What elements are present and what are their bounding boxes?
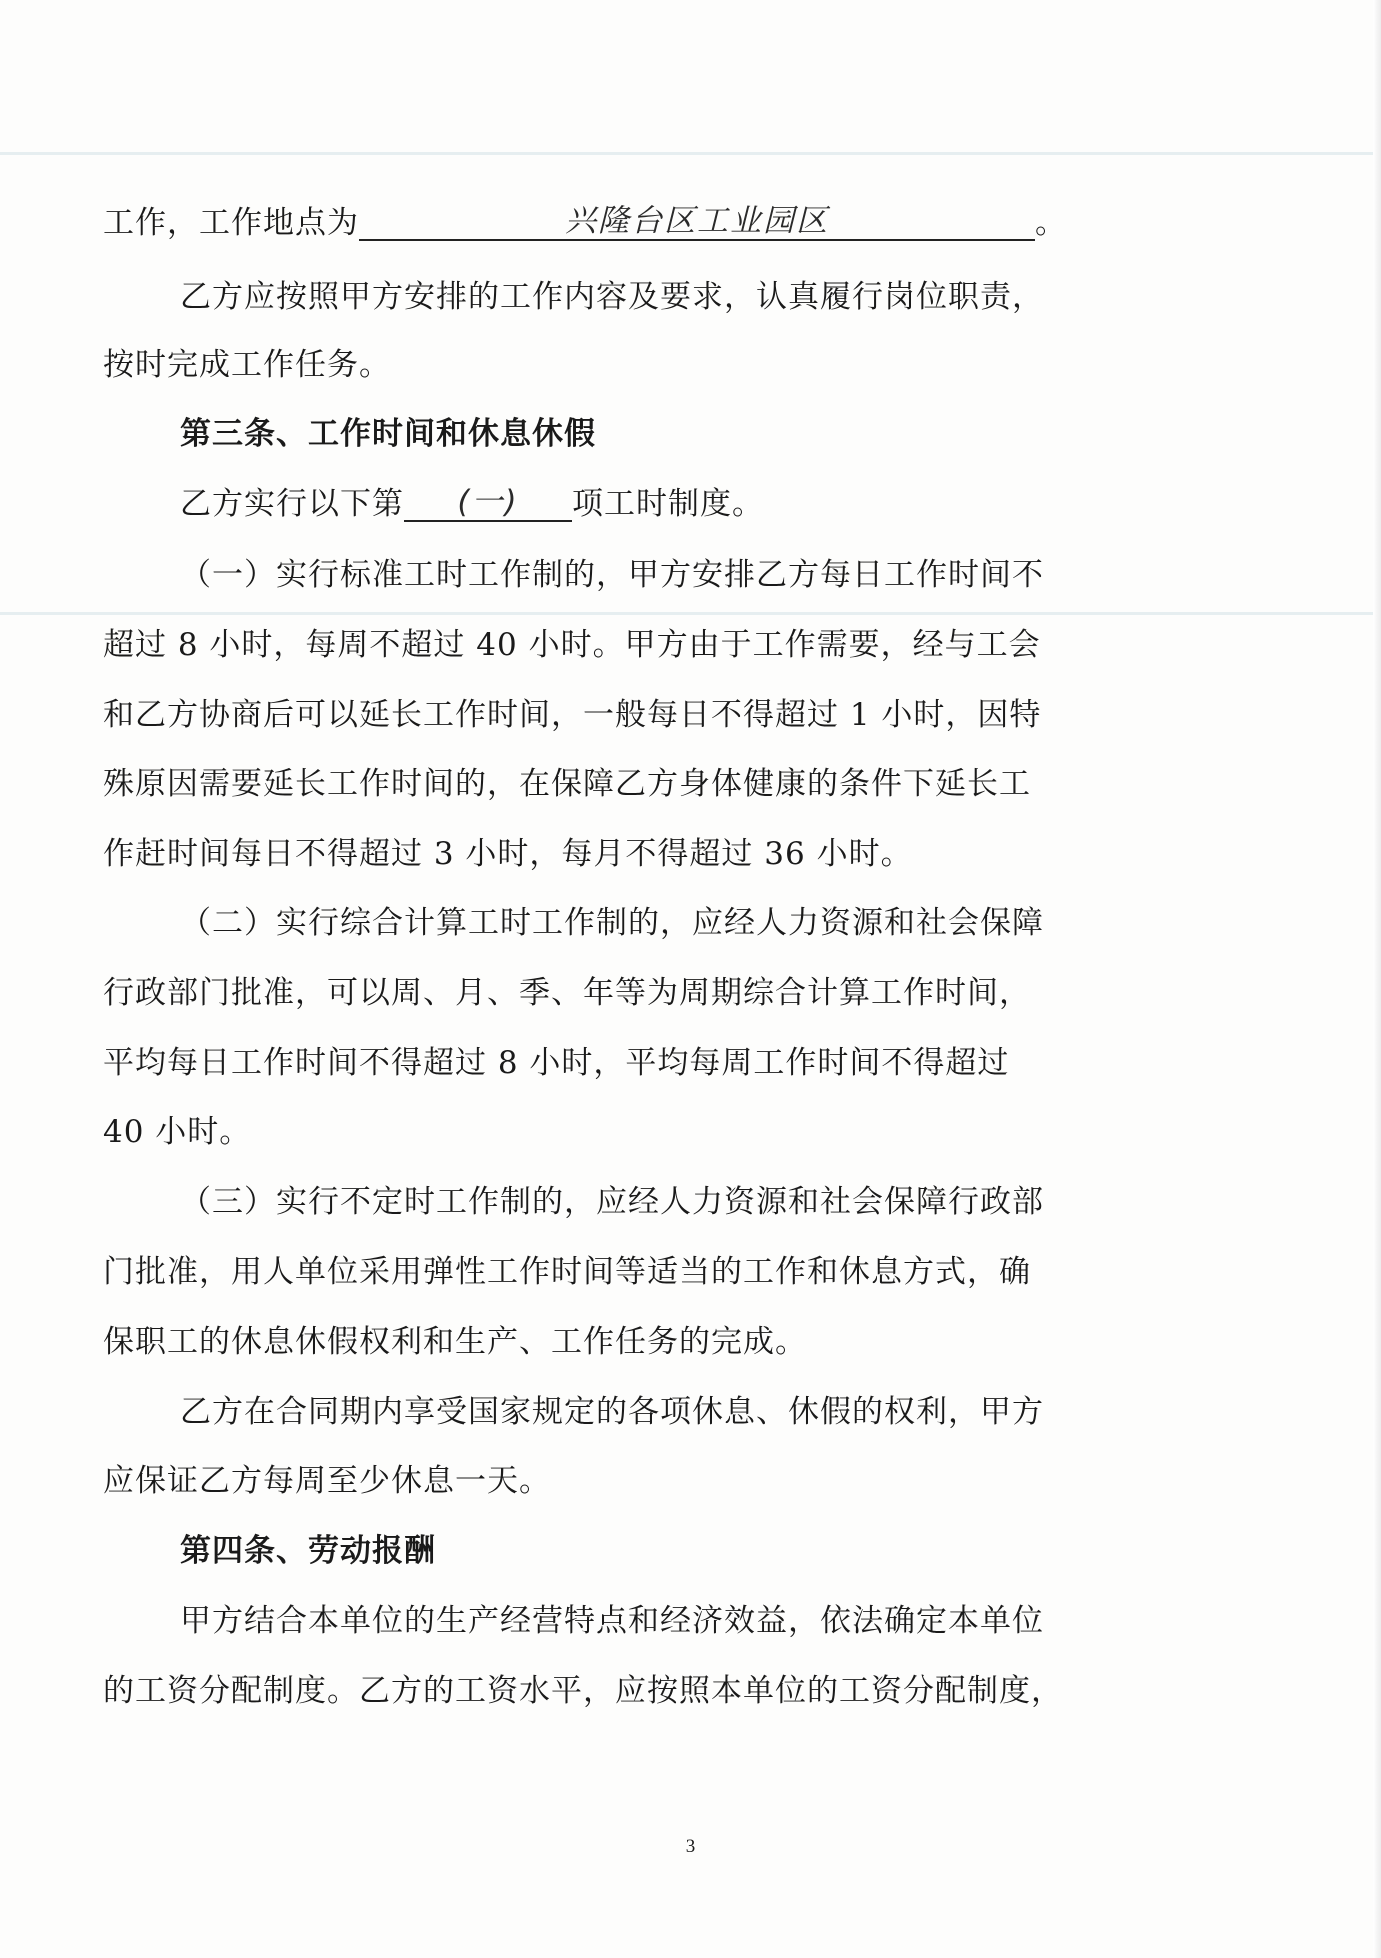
paragraph-line: 的工资分配制度。乙方的工资水平，应按照本单位的工资分配制度，: [103, 1673, 1063, 1709]
work-hours-system-end: 项工时制度。: [572, 486, 764, 522]
paragraph-line: （一）实行标准工时工作制的，甲方安排乙方每日工作时间不: [180, 557, 1044, 593]
work-location-label: 工作，工作地点为: [103, 205, 359, 241]
paragraph-line: 应保证乙方每周至少休息一天。: [103, 1463, 551, 1499]
paragraph-line: 超过 8 小时，每周不超过 40 小时。甲方由于工作需要，经与工会: [103, 627, 1041, 663]
work-location-line: [103, 203, 1067, 243]
work-hours-system-handwriting: (一): [457, 484, 519, 520]
paragraph-line: 行政部门批准，可以周、月、季、年等为周期综合计算工作时间，: [103, 975, 1031, 1011]
scan-edge: [1373, 0, 1381, 1958]
paragraph-line: （三）实行不定时工作制的，应经人力资源和社会保障行政部: [180, 1184, 1044, 1220]
work-location-handwriting: 兴隆台区工业园区: [565, 203, 829, 239]
paragraph-line: 门批准，用人单位采用弹性工作时间等适当的工作和休息方式，确: [103, 1254, 1031, 1290]
page-number: 3: [685, 1836, 696, 1857]
paragraph-line: 按时完成工作任务。: [103, 347, 391, 383]
paragraph-line: 乙方应按照甲方安排的工作内容及要求，认真履行岗位职责，: [180, 279, 1044, 315]
paragraph-line: 乙方在合同期内享受国家规定的各项休息、休假的权利，甲方: [180, 1394, 1044, 1430]
paragraph-line: 保职工的休息休假权利和生产、工作任务的完成。: [103, 1324, 807, 1360]
paragraph-line: 作赶时间每日不得超过 3 小时，每月不得超过 36 小时。: [103, 836, 913, 872]
work-location-blank: [359, 203, 1035, 241]
paragraph-line: 甲方结合本单位的生产经营特点和经济效益，依法确定本单位: [180, 1603, 1044, 1639]
work-hours-system-label: 乙方实行以下第: [180, 486, 404, 522]
scan-artifact: [0, 152, 1381, 155]
paragraph-line: 和乙方协商后可以延长工作时间，一般每日不得超过 1 小时，因特: [103, 697, 1042, 733]
work-location-end: 。: [1035, 205, 1067, 241]
scan-artifact: [0, 612, 1381, 615]
work-hours-system-line: [180, 484, 764, 524]
work-hours-system-blank: [404, 484, 572, 522]
paragraph-line: （二）实行综合计算工时工作制的，应经人力资源和社会保障: [180, 905, 1044, 941]
section-heading-article-4: 第四条、劳动报酬: [180, 1533, 436, 1569]
paragraph-line: 平均每日工作时间不得超过 8 小时，平均每周工作时间不得超过: [103, 1045, 1010, 1081]
paragraph-line: 40 小时。: [103, 1114, 252, 1150]
section-heading-article-3: 第三条、工作时间和休息休假: [180, 416, 596, 452]
paragraph-line: 殊原因需要延长工作时间的，在保障乙方身体健康的条件下延长工: [103, 766, 1031, 802]
